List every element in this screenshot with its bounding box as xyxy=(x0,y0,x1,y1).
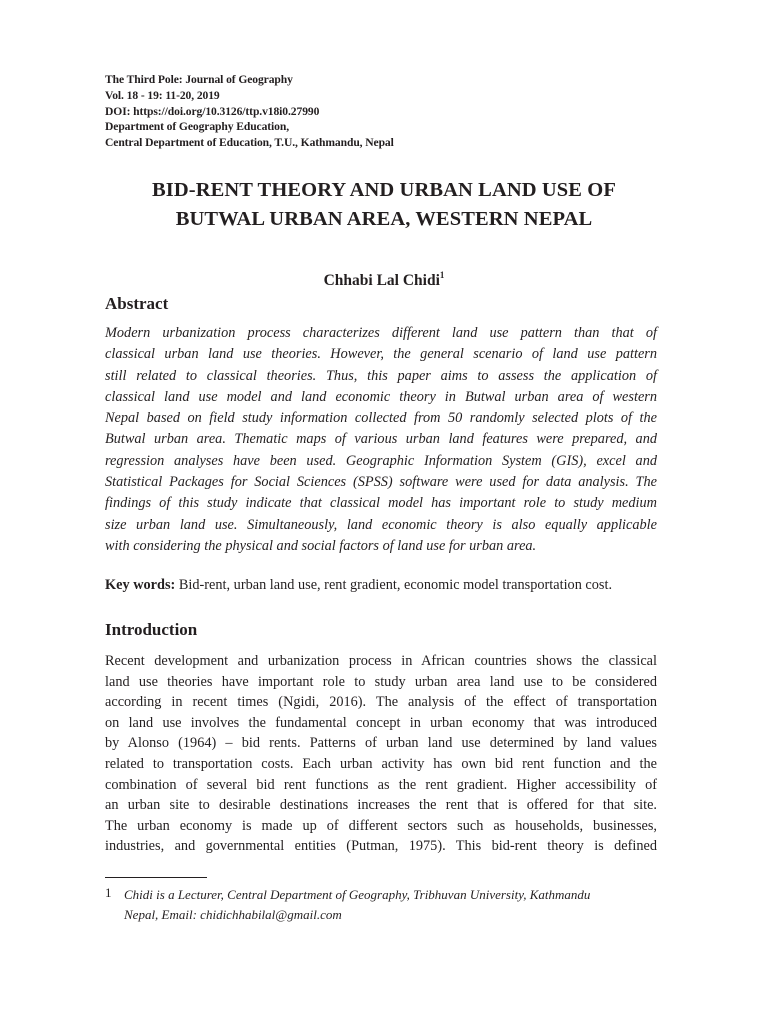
introduction-line: combination of several bid rent functions as the rent gradient. Higher accessibility of xyxy=(105,776,657,793)
journal-name: The Third Pole: Journal of Geography xyxy=(105,73,293,86)
footnote-line: Chidi is a Lecturer, Central Department of Geography, Tribhuvan University, Kathmandu xyxy=(124,887,591,902)
paper-author xyxy=(60,272,708,290)
abstract-body xyxy=(105,323,657,557)
abstract-line: Modern urbanization process characterizes different land use pattern than that of xyxy=(105,325,657,341)
footnote-text xyxy=(124,885,649,924)
footnote-divider xyxy=(105,877,207,878)
abstract-heading: Abstract xyxy=(105,294,169,313)
keywords-text: Bid-rent, urban land use, rent gradient, economic model transportation cost. xyxy=(175,577,613,593)
introduction-line: an urban site to desirable destinations increases the rent that is offered for that site. xyxy=(105,797,657,814)
introduction-line: The urban economy is made up of different sectors such as households, businesses, xyxy=(105,817,657,834)
introduction-line: according in recent times (Ngidi, 2016). The analysis of the effect of transportation xyxy=(105,694,657,711)
abstract-line: findings of this study indicate that classical model has important role to study medium xyxy=(105,495,657,512)
abstract-line: classical urban land use theories. However, the general scenario of land use pattern xyxy=(105,346,657,363)
introduction-line: on land use involves the fundamental concept in urban economy that was introduced xyxy=(105,714,657,731)
introduction-line: land use theories have important role to study urban area land use to be considered xyxy=(105,673,657,690)
author-footnote-marker: 1 xyxy=(439,270,445,280)
introduction-line: industries, and governmental entities (Putman, 1975). This bid-rent theory is defined xyxy=(105,838,657,855)
footnote-number: 1 xyxy=(105,885,112,900)
abstract-line: Statistical Packages for Social Sciences (SPSS) software were used for data analysis. The xyxy=(105,474,657,491)
journal-affiliation: Central Department of Education, T.U., Kathmandu, Nepal xyxy=(105,136,394,150)
journal-header xyxy=(105,72,394,151)
abstract-line: size urban land use. Simultaneously, land economic theory is also equally applicable xyxy=(105,516,657,533)
journal-volume: Vol. 18 - 19: 11-20, 2019 xyxy=(105,88,220,102)
introduction-line: Recent development and urbanization process in African countries shows the classical xyxy=(105,653,657,669)
abstract-line: Nepal based on field study information collected from 50 randomly selected plots of the xyxy=(105,410,657,427)
introduction-line: related to transportation costs. Each urban activity has own bid rent function and the xyxy=(105,755,657,772)
journal-doi[interactable]: DOI: https://doi.org/10.3126/ttp.v18i0.27990 xyxy=(105,104,320,118)
abstract-line: Butwal urban area. Thematic maps of various urban land features were prepared, and xyxy=(105,431,657,448)
paper-title-line-1: BID-RENT THEORY AND URBAN LAND USE OF xyxy=(152,179,616,201)
journal-department: Department of Geography Education, xyxy=(105,120,290,134)
abstract-line: classical land use model and land economic theory in Butwal urban area of western xyxy=(105,388,657,405)
introduction-heading: Introduction xyxy=(105,620,198,639)
footnote-line: Nepal, Email: chidichhabilal@gmail.com xyxy=(124,906,342,922)
author-name: Chhabi Lal Chidi xyxy=(323,272,440,289)
keywords-label: Key words: xyxy=(105,577,176,593)
introduction-line: by Alonso (1964) – bid rents. Patterns of urban land use determined by land values xyxy=(105,735,657,752)
abstract-line: with considering the physical and social factors of land use for urban area. xyxy=(105,537,537,554)
abstract-line: regression analyses have been used. Geographic Information System (GIS), excel and xyxy=(105,452,657,469)
keywords xyxy=(105,577,665,594)
paper-title xyxy=(60,176,708,234)
paper-title-line-2: BUTWAL URBAN AREA, WESTERN NEPAL xyxy=(175,208,593,230)
abstract-line: still related to classical theories. Thus, this paper aims to assess the application of xyxy=(105,367,657,384)
introduction-body xyxy=(105,651,657,857)
